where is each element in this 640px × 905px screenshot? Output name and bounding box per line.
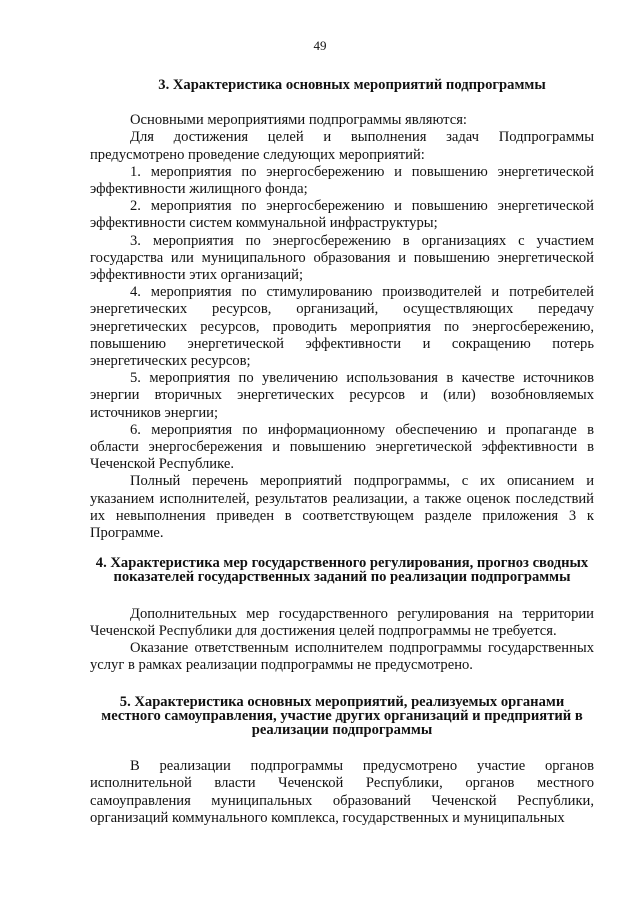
section-4-paragraph: Оказание ответственным исполнителем подпрограммы государственных услуг в рамках реализации подпрограммы не предусмотрено.	[90, 640, 594, 674]
section-4-heading: 4. Характеристика мер государственного регулирования, прогноз сводных показателей государственных заданий по реализации подпрограммы	[95, 555, 589, 586]
section-3-heading: 3. Характеристика основных мероприятий подпрограммы	[158, 77, 546, 93]
section-3-list-item: 4. мероприятия по стимулированию производителей и потребителей энергетических ресурсов, организаций, осуществляющих передачу энергетических ресурсов, проводить мероприятия по энергосбережению, повышению энергетической эффективности и сокращению потерь энергетических ресурсов;	[90, 284, 594, 370]
page-number: 49	[313, 38, 327, 53]
section-3-paragraph: Полный перечень мероприятий подпрограммы, с их описанием и указанием исполнителей, результатов реализации, а также оценок последствий их невыполнения приведен в соответствующем разделе приложения 3 к Программе.	[90, 473, 594, 542]
section-3-list-item: 2. мероприятия по энергосбережению и повышению энергетической эффективности систем коммунальной инфраструктуры;	[90, 198, 594, 232]
section-3-paragraph: Для достижения целей и выполнения задач Подпрограммы предусмотрено проведение следующих мероприятий:	[90, 129, 594, 163]
section-4-paragraph: Дополнительных мер государственного регулирования на территории Чеченской Республики для достижения целей подпрограммы не требуется.	[90, 605, 594, 639]
section-3-paragraph: Основными мероприятиями подпрограммы являются:	[130, 112, 467, 129]
section-5-paragraph: В реализации подпрограммы предусмотрено участие органов исполнительной власти Чеченской Республики, органов местного самоуправления муниципальных образований Чеченской Республики, организаций коммунального комплекса, государственных и муниципальных	[90, 758, 594, 826]
section-3-list-item: 6. мероприятия по информационному обеспечению и пропаганде в области энергосбережения и повышению энергетической эффективности в Чеченской Республике.	[90, 421, 594, 473]
section-5-heading: 5. Характеристика основных мероприятий, реализуемых органами местного самоуправления, участие других организаций и предприятий в реализации подпрограммы	[101, 693, 583, 738]
section-3-list-item: 1. мероприятия по энергосбережению и повышению энергетической эффективности жилищного фонда;	[90, 163, 594, 198]
page-content	[90, 78, 594, 827]
section-3-list-item: 3. мероприятия по энергосбережению в организациях с участием государства или муниципального образования и повышению энергетической эффективности этих организаций;	[90, 232, 594, 284]
section-3-list-item: 5. мероприятия по увеличению использования в качестве источников энергии вторичных энергетических ресурсов и (или) возобновляемых источников энергии;	[90, 370, 594, 421]
